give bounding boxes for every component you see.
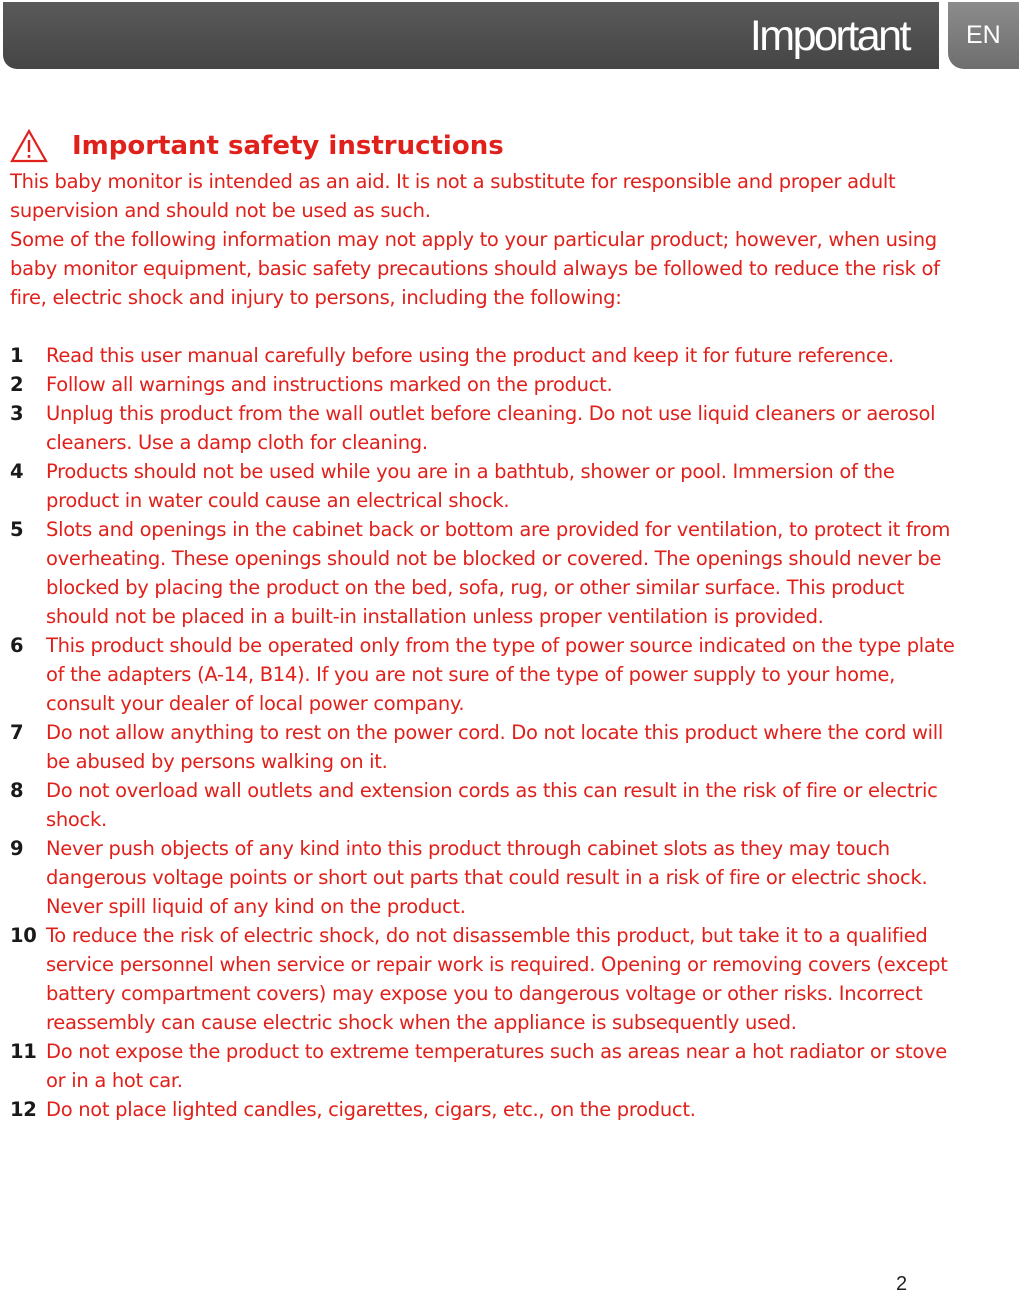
- page-number: 2: [896, 1273, 908, 1295]
- item-text: Do not expose the product to extreme temperatures such as areas near a hot radiator or stove or in a hot car.: [46, 1040, 947, 1092]
- language-tab: [948, 2, 1019, 69]
- list-item: [10, 370, 955, 399]
- list-item: [10, 921, 955, 1037]
- item-text: Unplug this product from the wall outlet before cleaning. Do not use liquid cleaners or aerosol cleaners. Use a damp cloth for cleaning.: [46, 402, 936, 454]
- item-number: 6: [10, 634, 24, 657]
- item-text: Do not allow anything to rest on the power cord. Do not locate this product where the cord will be abused by persons walking on it.: [46, 721, 943, 773]
- list-item: [10, 515, 955, 631]
- list-item: [10, 399, 955, 457]
- item-text: Slots and openings in the cabinet back or bottom are provided for ventilation, to protect it from overheating. These openings should not be blocked or covered. The openings should never be blocked by placing the product on the bed, sofa, rug, or other similar surface. This product should not be placed in a built-in installation unless proper ventilation is provided.: [46, 518, 951, 628]
- language-label: EN: [966, 21, 1001, 49]
- section-heading: [10, 126, 504, 166]
- item-text: Never push objects of any kind into this product through cabinet slots as they may touch dangerous voltage points or short out parts that could result in a risk of fire or electric shock. Never spill liquid of any kind on the product.: [46, 837, 928, 918]
- instructions-body: [10, 167, 955, 1124]
- item-number: 3: [10, 402, 24, 425]
- item-number: 8: [10, 779, 24, 802]
- item-number: 5: [10, 518, 24, 541]
- list-item: [10, 1037, 955, 1095]
- item-text: Do not place lighted candles, cigarettes, cigars, etc., on the product.: [46, 1098, 696, 1121]
- item-number: 12: [10, 1098, 37, 1121]
- item-number: 11: [10, 1040, 37, 1063]
- intro-paragraph: Some of the following information may not apply to your particular product; however, when using baby monitor equipment, basic safety precautions should always be followed to reduce the risk of fire, electric shock and injury to persons, including the following:: [10, 228, 940, 309]
- item-number: 4: [10, 460, 24, 483]
- header-bar: [3, 2, 939, 69]
- item-text: This product should be operated only from the type of power source indicated on the type plate of the adapters (A-14, B14). If you are not sure of the type of power supply to your home, consult your dealer of local power company.: [46, 634, 955, 715]
- list-item: [10, 776, 955, 834]
- spacer: [10, 312, 955, 341]
- item-number: 7: [10, 721, 24, 744]
- item-text: Read this user manual carefully before using the product and keep it for future reference.: [46, 344, 894, 367]
- warning-triangle-icon: [10, 129, 48, 163]
- list-item: [10, 1095, 955, 1124]
- item-text: To reduce the risk of electric shock, do not disassemble this product, but take it to a qualified service personnel when service or repair work is required. Opening or removing covers (except battery compartment covers) may expose you to dangerous voltage or other risks. Incorrect reassembly can cause electric shock when the appliance is subsequently used.: [46, 924, 948, 1034]
- header-title: Important: [749, 12, 909, 60]
- intro-paragraph: This baby monitor is intended as an aid. It is not a substitute for responsible and proper adult supervision and should not be used as such.: [10, 170, 896, 222]
- list-item: [10, 631, 955, 718]
- item-number: 1: [10, 344, 24, 367]
- item-text: Follow all warnings and instructions marked on the product.: [46, 373, 613, 396]
- list-item: [10, 834, 955, 921]
- list-item: [10, 341, 955, 370]
- item-number: 2: [10, 373, 24, 396]
- item-number: 9: [10, 837, 24, 860]
- item-text: Do not overload wall outlets and extension cords as this can result in the risk of fire or electric shock.: [46, 779, 938, 831]
- list-item: [10, 718, 955, 776]
- section-title: Important safety instructions: [72, 131, 504, 161]
- list-item: [10, 457, 955, 515]
- item-number: 10: [10, 924, 37, 947]
- item-text: Products should not be used while you are in a bathtub, shower or pool. Immersion of the product in water could cause an electrical shock.: [46, 460, 895, 512]
